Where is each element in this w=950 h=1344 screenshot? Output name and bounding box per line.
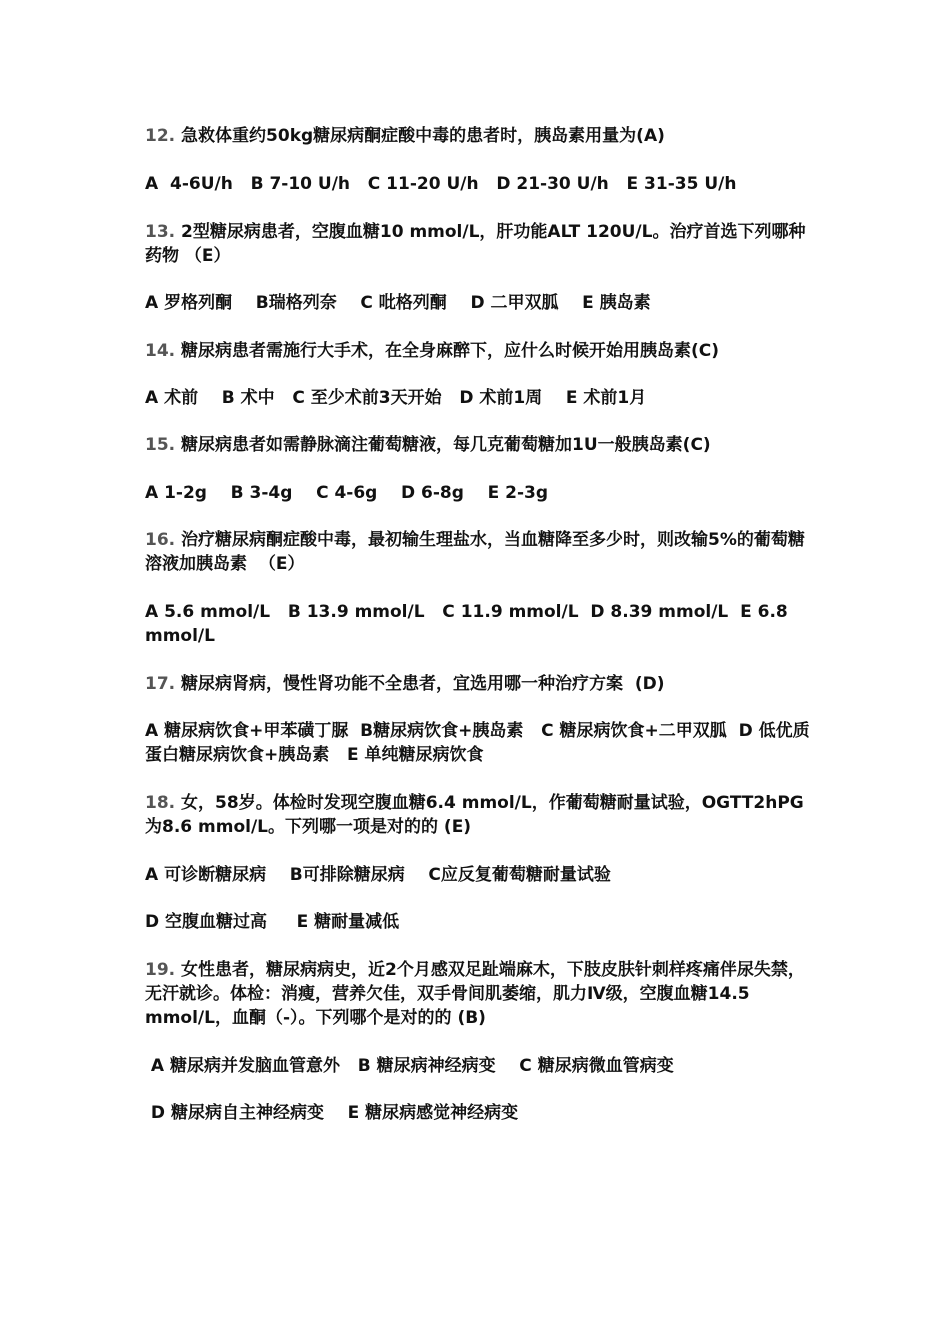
question-text: 糖尿病肾病，慢性肾功能不全患者，宜选用哪一种治疗方案 (D) — [175, 674, 665, 694]
option-line: D 糖尿病自主神经病变 E 糖尿病感觉神经病变 — [145, 1103, 519, 1123]
question-number: 13. — [145, 222, 176, 242]
question-stem — [145, 339, 815, 363]
question-stem — [145, 672, 815, 696]
option-line: A 糖尿病饮食+甲苯磺丁脲 B糖尿病饮食+胰岛素 C 糖尿病饮食+二甲双胍 D 低优质蛋白糖尿病饮食+胰岛素 E 单纯糖尿病饮食 — [145, 721, 810, 765]
question-stem — [145, 958, 815, 1030]
option-line: A 1-2g B 3-4g C 4-6g D 6-8g E 2-3g — [145, 483, 549, 503]
option-line: A 5.6 mmol/L B 13.9 mmol/L C 11.9 mmol/L D 8.39 mmol/L E 6.8 mmol/L — [145, 602, 794, 646]
question-number: 16. — [145, 530, 176, 550]
option-line: A 4-6U/h B 7-10 U/h C 11-20 U/h D 21-30 U/h E 31-35 U/h — [145, 174, 737, 194]
option-line: A 糖尿病并发脑血管意外 B 糖尿病神经病变 C 糖尿病微血管病变 — [145, 1056, 674, 1076]
question-text: 女性患者，糖尿病病史，近2个月感双足趾端麻木，下肢皮肤针刺样疼痛伴尿失禁，无汗就诊。体检：消瘦，营养欠佳，双手骨间肌萎缩，肌力Ⅳ级，空腹血糖14.5 mmol/L，血酮（-）。下列哪个是对的的 (B) — [145, 960, 805, 1028]
question-text: 女，58岁。体检时发现空腹血糖6.4 mmol/L，作葡萄糖耐量试验，OGTT2hPG为8.6 mmol/L。下列哪一项是对的的 (E) — [145, 793, 804, 837]
option-line: A 术前 B 术中 C 至少术前3天开始 D 术前1周 E 术前1月 — [145, 388, 647, 408]
question-number: 18. — [145, 793, 176, 813]
question-text: 糖尿病患者如需静脉滴注葡萄糖液，每几克葡萄糖加1U一般胰岛素(C) — [175, 435, 711, 455]
option-line: D 空腹血糖过高 E 糖耐量减低 — [145, 912, 400, 932]
question-stem — [145, 124, 815, 148]
question-stem — [145, 433, 815, 457]
question-text: 急救体重约50kg糖尿病酮症酸中毒的患者时，胰岛素用量为(A) — [175, 126, 665, 146]
question-number: 12. — [145, 126, 176, 146]
question-number: 17. — [145, 674, 176, 694]
question-number: 19. — [145, 960, 176, 980]
question-number: 15. — [145, 435, 176, 455]
question-stem — [145, 220, 815, 268]
option-line: A 罗格列酮 B瑞格列奈 C 吡格列酮 D 二甲双胍 E 胰岛素 — [145, 293, 651, 313]
question-stem — [145, 791, 815, 839]
question-text: 治疗糖尿病酮症酸中毒，最初输生理盐水，当血糖降至多少时，则改输5%的葡萄糖溶液加胰岛素 （E） — [145, 530, 805, 574]
question-number: 14. — [145, 341, 176, 361]
question-stem — [145, 528, 815, 576]
option-line: A 可诊断糖尿病 B可排除糖尿病 C应反复葡萄糖耐量试验 — [145, 865, 611, 885]
question-text: 糖尿病患者需施行大手术，在全身麻醉下，应什么时候开始用胰岛素(C) — [175, 341, 720, 361]
question-text: 2型糖尿病患者，空腹血糖10 mmol/L，肝功能ALT 120U/L。治疗首选下列哪种药物 （E） — [145, 222, 806, 266]
